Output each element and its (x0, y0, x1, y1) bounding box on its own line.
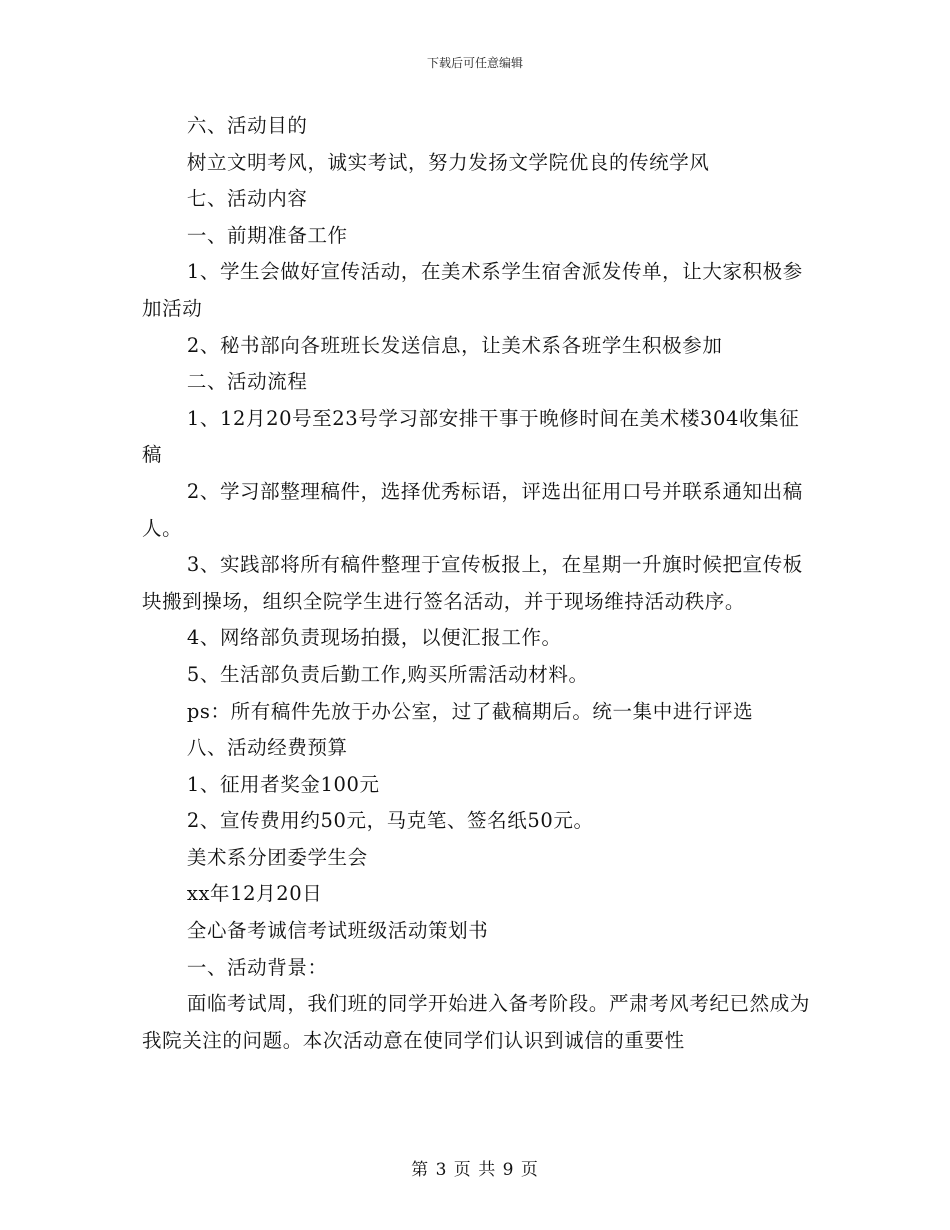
paragraph: ps：所有稿件先放于办公室，过了截稿期后。统一集中进行评选 (186, 699, 754, 723)
subsection-heading: 一、前期准备工作 (186, 223, 348, 247)
paragraph: 2、秘书部向各班班长发送信息，让美术系各班学生积极参加 (186, 333, 723, 357)
document-body (142, 108, 810, 1059)
paragraph: 1、征用者奖金100元 (186, 772, 380, 796)
paragraph: 1、学生会做好宣传活动，在美术系学生宿舍派发传单，让大家积极参加活动 (142, 260, 803, 320)
signature-organization: 美术系分团委学生会 (186, 845, 368, 869)
paragraph: 4、网络部负责现场拍摄，以便汇报工作。 (186, 626, 562, 650)
page-footer: 第 3 页 共 9 页 (411, 1160, 539, 1180)
section-heading: 一、活动背景： (186, 955, 328, 979)
paragraph: 2、宣传费用约50元，马克笔、签名纸50元。 (186, 809, 594, 833)
page-header-note: 下载后可任意编辑 (426, 56, 523, 70)
section-heading: 七、活动内容 (186, 187, 308, 211)
paragraph: 面临考试周，我们班的同学开始进入备考阶段。严肃考风考纪已然成为我院关注的问题。本次活动意在使同学们认识到诚信的重要性 (142, 992, 810, 1052)
subsection-heading: 二、活动流程 (186, 370, 308, 394)
section-heading: 八、活动经费预算 (186, 736, 348, 760)
paragraph: 1、12月20号至23号学习部安排干事于晚修时间在美术楼304收集征稿 (142, 406, 800, 467)
paragraph: 2、学习部整理稿件，选择优秀标语，评选出征用口号并联系通知出稿人。 (142, 479, 803, 540)
document-title: 全心备考诚信考试班级活动策划书 (186, 919, 489, 943)
signature-date: xx年12月20日 (186, 882, 323, 906)
paragraph: 3、实践部将所有稿件整理于宣传板报上，在星期一升旗时候把宣传板块搬到操场，组织全院学生进行签名活动，并于现场维持活动秩序。 (142, 553, 803, 613)
paragraph: 树立文明考风，诚实考试，努力发扬文学院优良的传统学风 (186, 150, 710, 174)
section-heading: 六、活动目的 (186, 114, 308, 137)
paragraph: 5、生活部负责后勤工作,购买所需活动材料。 (186, 662, 589, 686)
